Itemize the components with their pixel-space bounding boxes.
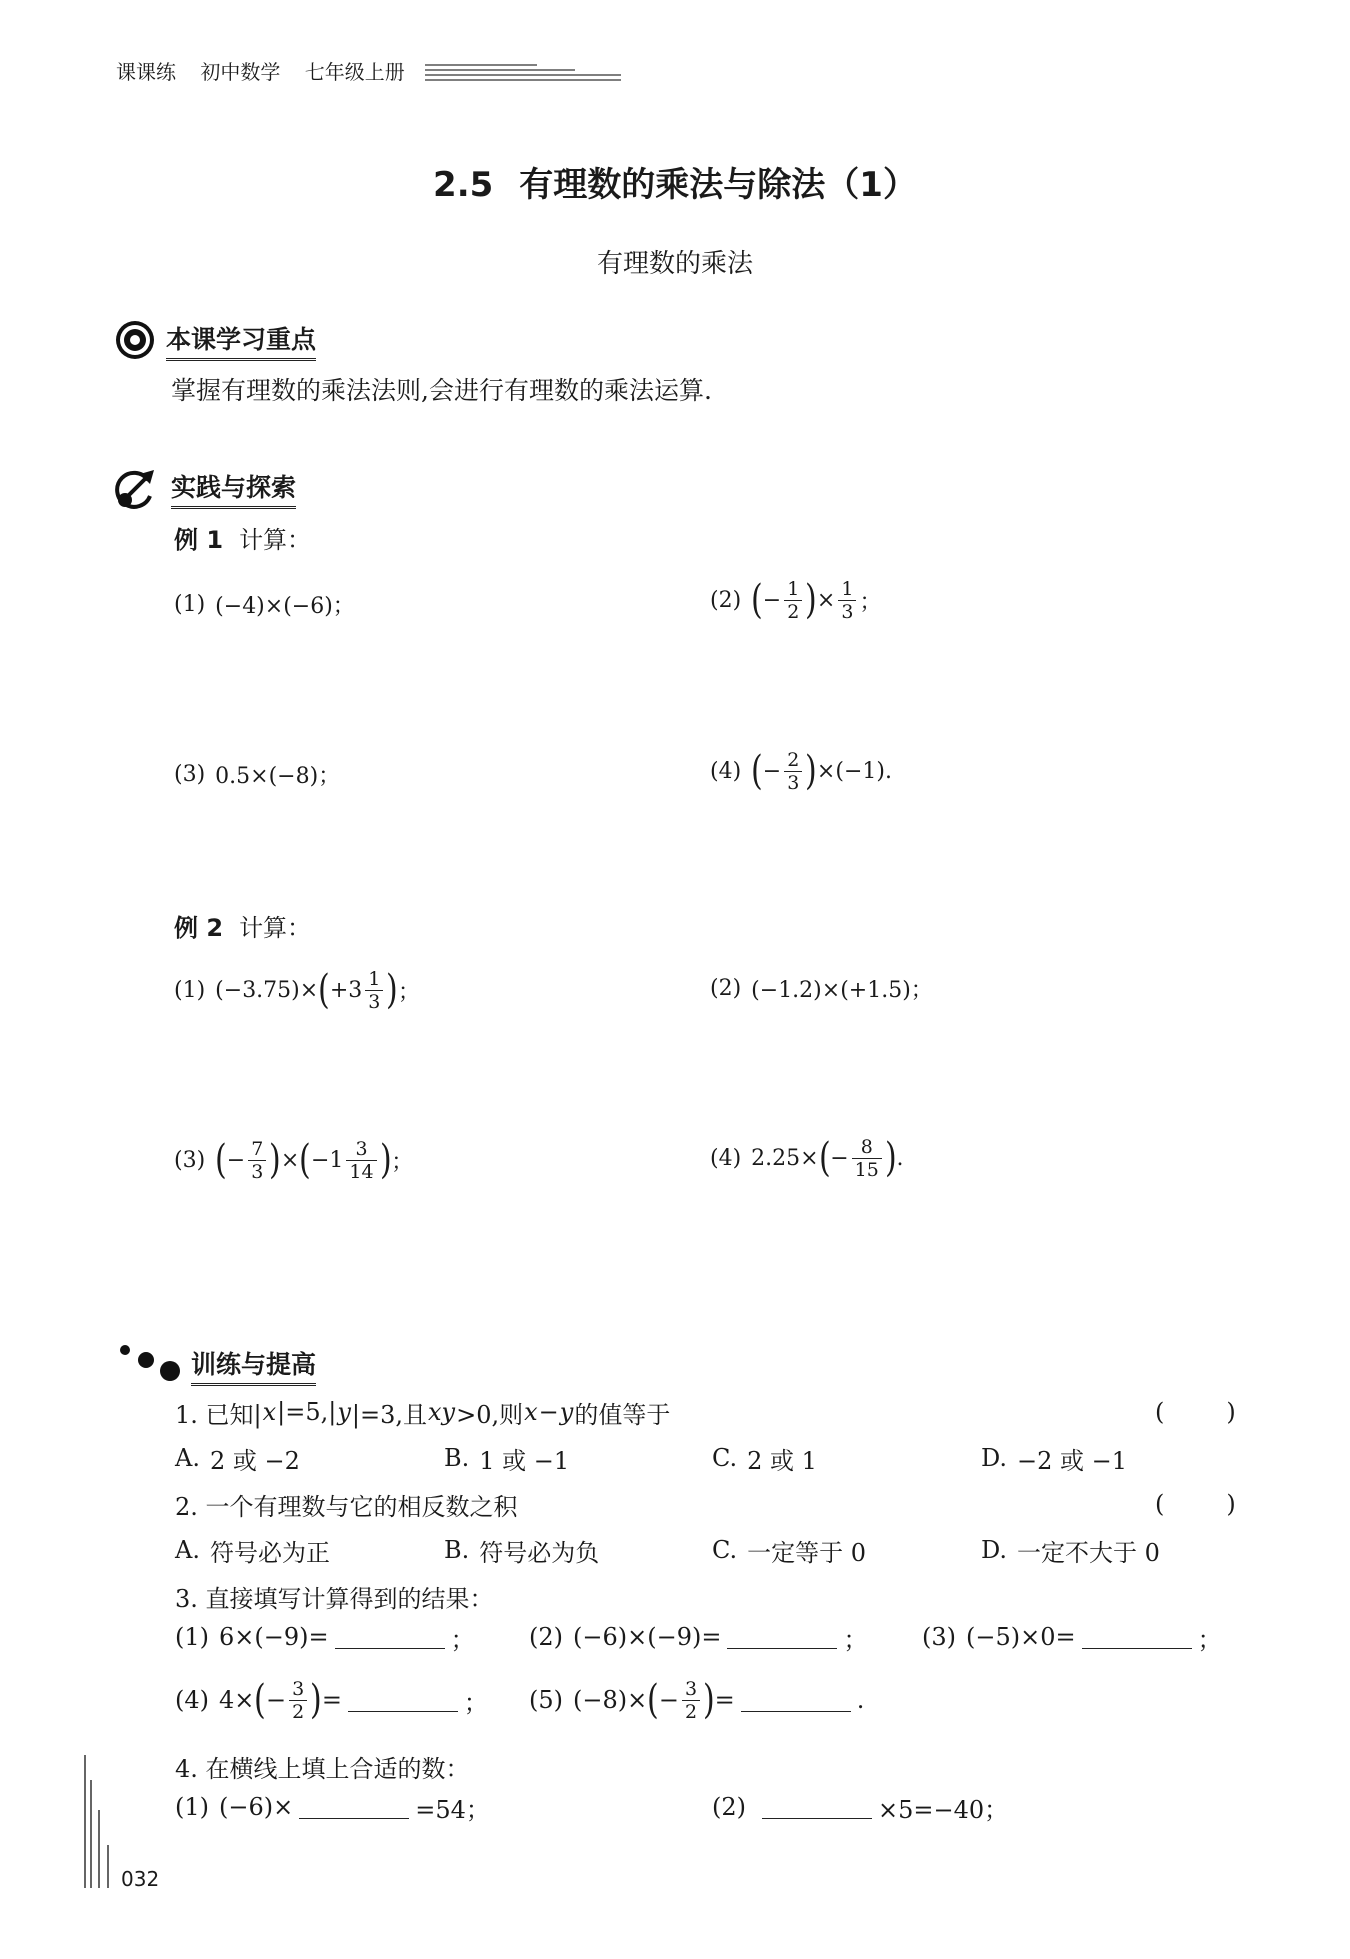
example-2-item (710, 1126, 903, 1190)
denominator: 3 (251, 1160, 264, 1183)
numerator: 2 (784, 749, 802, 772)
expr-text: ； (391, 1149, 414, 1175)
expr-text: ； (859, 589, 882, 615)
expression (215, 589, 355, 620)
expr-text: (−4)×(−6)； (215, 593, 355, 619)
item-label: (1) (175, 1793, 209, 1821)
expr-text: (−3.75)× (215, 977, 319, 1003)
item-label: (2) (529, 1623, 563, 1651)
section-number: 2.5 (433, 165, 494, 205)
option-letter: C. (712, 1444, 738, 1472)
arrow-circle-icon (112, 466, 158, 512)
expression (219, 1620, 475, 1655)
question-4-item (712, 1779, 1008, 1835)
expr-text: − (266, 1686, 287, 1714)
example-number: 例 2 (174, 914, 224, 942)
question-stem: 2. 一个有理数与它的相反数之积 (175, 1492, 518, 1521)
expr-text: (−8)× (573, 1686, 648, 1714)
option-text: 符号必为正 (209, 1538, 330, 1567)
example-instruction: 计算： (239, 526, 312, 554)
denominator: 2 (292, 1700, 305, 1723)
section-heading-explore: 实践与探索 (171, 472, 296, 509)
question-4-item (175, 1779, 490, 1835)
expr-text: ； (843, 1625, 868, 1654)
expr-text: = (321, 1686, 342, 1714)
option-text: 2 或 1 (747, 1446, 817, 1475)
math-variable: y (337, 1398, 351, 1426)
option-letter: D. (981, 1536, 1008, 1564)
item-label: (3) (174, 1147, 206, 1173)
bracket-close: ) (1226, 1398, 1236, 1426)
item-label: (4) (710, 1145, 742, 1171)
fraction (248, 1138, 266, 1183)
option-text: 符号必为负 (479, 1538, 600, 1567)
expr-text: − (762, 758, 782, 784)
paren: ( (254, 1677, 267, 1723)
question-stem: 3. 直接填写计算得到的结果： (175, 1584, 494, 1613)
expr-text: |=5,| (277, 1398, 337, 1426)
option-letter: C. (712, 1536, 738, 1564)
option-c (712, 1522, 866, 1578)
denominator: 3 (787, 771, 800, 794)
expression (751, 749, 892, 794)
question-3-item (175, 1609, 475, 1665)
expr-text: |=3,且 (351, 1400, 428, 1429)
question-3-item (529, 1672, 864, 1728)
focus-text: 掌握有理数的乘法法则,会进行有理数的乘法运算. (171, 376, 712, 405)
expression (751, 578, 881, 623)
section-heading-focus: 本课学习重点 (166, 324, 316, 361)
item-label: (3) (922, 1623, 956, 1651)
expr-text: ； (397, 979, 420, 1005)
option-d (981, 1522, 1160, 1578)
expression (573, 1620, 867, 1655)
paren: ) (805, 577, 817, 623)
item-label: (3) (174, 761, 206, 787)
paren: ( (215, 1137, 227, 1183)
expression (219, 1790, 490, 1825)
fraction (289, 1678, 307, 1723)
expression (751, 973, 933, 1004)
expression (966, 1620, 1222, 1655)
fraction (784, 749, 802, 794)
header-rules (425, 62, 625, 86)
answer-blank (727, 1626, 837, 1649)
expr-text: ； (463, 1688, 488, 1717)
expr-text: . (856, 1686, 865, 1714)
paren: ( (751, 577, 763, 623)
expr-text: − (658, 1686, 679, 1714)
example-1-item (174, 572, 355, 636)
page-subtitle: 有理数的乘法 (596, 249, 753, 279)
expr-text: 6×(−9)= (219, 1623, 329, 1651)
example-1-item (174, 742, 340, 806)
margin-rules (80, 1755, 116, 1890)
item-label: (2) (712, 1793, 746, 1821)
math-variable: xy (428, 1398, 456, 1426)
option-text: 1 或 −1 (479, 1446, 570, 1475)
answer-blank (1082, 1626, 1192, 1649)
option-text: 2 或 −2 (209, 1446, 300, 1475)
option-text: −2 或 −1 (1017, 1446, 1128, 1475)
numerator: 7 (248, 1138, 266, 1161)
example-1-label (174, 524, 311, 556)
expr-text: +3 (329, 977, 363, 1003)
page-number: 032 (121, 1867, 160, 1891)
expr-text: − (830, 1145, 849, 1171)
expression (215, 759, 340, 790)
section-title: 有理数的乘法与除法（1） (519, 165, 917, 205)
paren: ) (379, 1137, 392, 1183)
math-variable: x (524, 1398, 538, 1426)
expr-text: × (280, 1147, 300, 1173)
subject-name: 初中数学 (200, 60, 281, 84)
expr-text: 0.5×(−8)； (215, 763, 341, 789)
paren: ( (647, 1677, 659, 1723)
expr-text: . (896, 1145, 904, 1171)
answer-blank (335, 1626, 445, 1649)
bracket-open: ( (1155, 1398, 1165, 1426)
paren: ( (318, 967, 330, 1013)
denominator: 15 (854, 1158, 879, 1181)
numerator: 1 (784, 578, 802, 601)
example-1-item (710, 739, 892, 803)
answer-blank (348, 1689, 458, 1712)
item-label: (4) (710, 758, 742, 784)
expr-text: − (226, 1147, 246, 1173)
paren: ) (884, 1135, 897, 1181)
question-stem: 4. 在横线上填上合适的数： (175, 1754, 470, 1783)
math-variable: x (262, 1398, 277, 1426)
expr-text: >0,则 (456, 1400, 524, 1429)
bracket-open: ( (1155, 1490, 1165, 1518)
expr-text: =54； (415, 1795, 490, 1824)
expr-text: = (714, 1686, 735, 1714)
numerator: 3 (682, 1678, 700, 1701)
item-label: (1) (174, 977, 206, 1003)
question-3-item (175, 1672, 488, 1728)
expression (756, 1790, 1008, 1825)
fraction (346, 1138, 376, 1183)
example-2-item (710, 956, 933, 1020)
item-label: (2) (710, 587, 742, 613)
option-letter: A. (175, 1444, 200, 1472)
example-2-item (174, 958, 420, 1022)
fraction (838, 578, 856, 623)
expression (573, 1678, 864, 1723)
expr-text: − (538, 1398, 559, 1426)
expr-text: ×(−1). (816, 758, 892, 784)
fraction (784, 578, 802, 623)
paren: ) (386, 967, 399, 1013)
paren: ( (299, 1137, 312, 1183)
expression (215, 1138, 413, 1183)
denominator: 2 (787, 600, 800, 623)
denominator: 3 (368, 990, 381, 1013)
answer-blank (299, 1796, 409, 1819)
numerator: 1 (838, 578, 856, 601)
expr-text: 1. 已知| (175, 1400, 262, 1429)
option-d (981, 1430, 1127, 1486)
fraction (682, 1678, 700, 1723)
option-text: 一定等于 0 (747, 1538, 867, 1567)
example-2-item (174, 1128, 413, 1192)
item-label: (1) (174, 591, 206, 617)
item-label: (5) (529, 1686, 563, 1714)
fraction (852, 1136, 882, 1181)
expr-text: (−5)×0= (966, 1623, 1076, 1651)
denominator: 14 (349, 1160, 374, 1183)
expr-text: × (816, 587, 836, 613)
expr-text: (−6)× (219, 1793, 294, 1821)
paren: ( (818, 1135, 831, 1181)
expr-text: 的值等于 (574, 1400, 671, 1429)
three-dots-icon (112, 1338, 184, 1386)
expr-text: −1 (310, 1147, 344, 1173)
bracket-close: ) (1226, 1490, 1236, 1518)
expr-text: ； (1197, 1625, 1222, 1654)
example-1-item (710, 568, 881, 632)
paren: ) (310, 1677, 322, 1723)
expr-text: 2.25× (751, 1145, 819, 1171)
question-3-item (922, 1609, 1222, 1665)
paren: ) (702, 1677, 715, 1723)
paren: ) (269, 1137, 281, 1183)
denominator: 3 (841, 600, 854, 623)
grade-volume: 七年级上册 (304, 60, 405, 84)
math-variable: y (559, 1398, 574, 1426)
expression (751, 1136, 903, 1181)
example-instruction: 计算： (239, 914, 312, 942)
numerator: 3 (346, 1138, 376, 1161)
page-title (0, 163, 1350, 207)
expr-text: 4× (219, 1686, 255, 1714)
question-3-item (529, 1609, 867, 1665)
numerator: 3 (289, 1678, 307, 1701)
target-icon (114, 319, 156, 361)
item-label: (4) (175, 1686, 209, 1714)
numerator: 8 (852, 1136, 882, 1159)
option-letter: D. (981, 1444, 1008, 1472)
option-text: 一定不大于 0 (1017, 1538, 1160, 1567)
expr-text: − (762, 587, 782, 613)
running-header (116, 59, 423, 85)
numerator: 1 (365, 968, 383, 991)
denominator: 2 (684, 1700, 698, 1723)
item-label: (1) (175, 1623, 209, 1651)
expr-text: (−1.2)×(+1.5)； (751, 977, 933, 1003)
expression (219, 1678, 488, 1723)
example-number: 例 1 (174, 526, 224, 554)
option-letter: B. (444, 1536, 470, 1564)
expr-text: ； (450, 1625, 475, 1654)
item-label: (2) (710, 975, 742, 1001)
expr-text: ×5=−40； (878, 1795, 1009, 1824)
question-stem (175, 1395, 670, 1430)
answer-blank (741, 1689, 851, 1712)
fraction (365, 968, 383, 1013)
paren: ( (751, 748, 763, 794)
option-letter: B. (444, 1444, 470, 1472)
expression (215, 968, 420, 1013)
paren: ) (805, 748, 817, 794)
expr-text: (−6)×(−9)= (573, 1623, 722, 1651)
example-2-label (174, 912, 311, 944)
answer-blank (762, 1796, 872, 1819)
option-c (712, 1430, 817, 1486)
section-heading-practice: 训练与提高 (191, 1349, 316, 1386)
option-letter: A. (175, 1536, 200, 1564)
series-name: 课课练 (116, 60, 176, 84)
